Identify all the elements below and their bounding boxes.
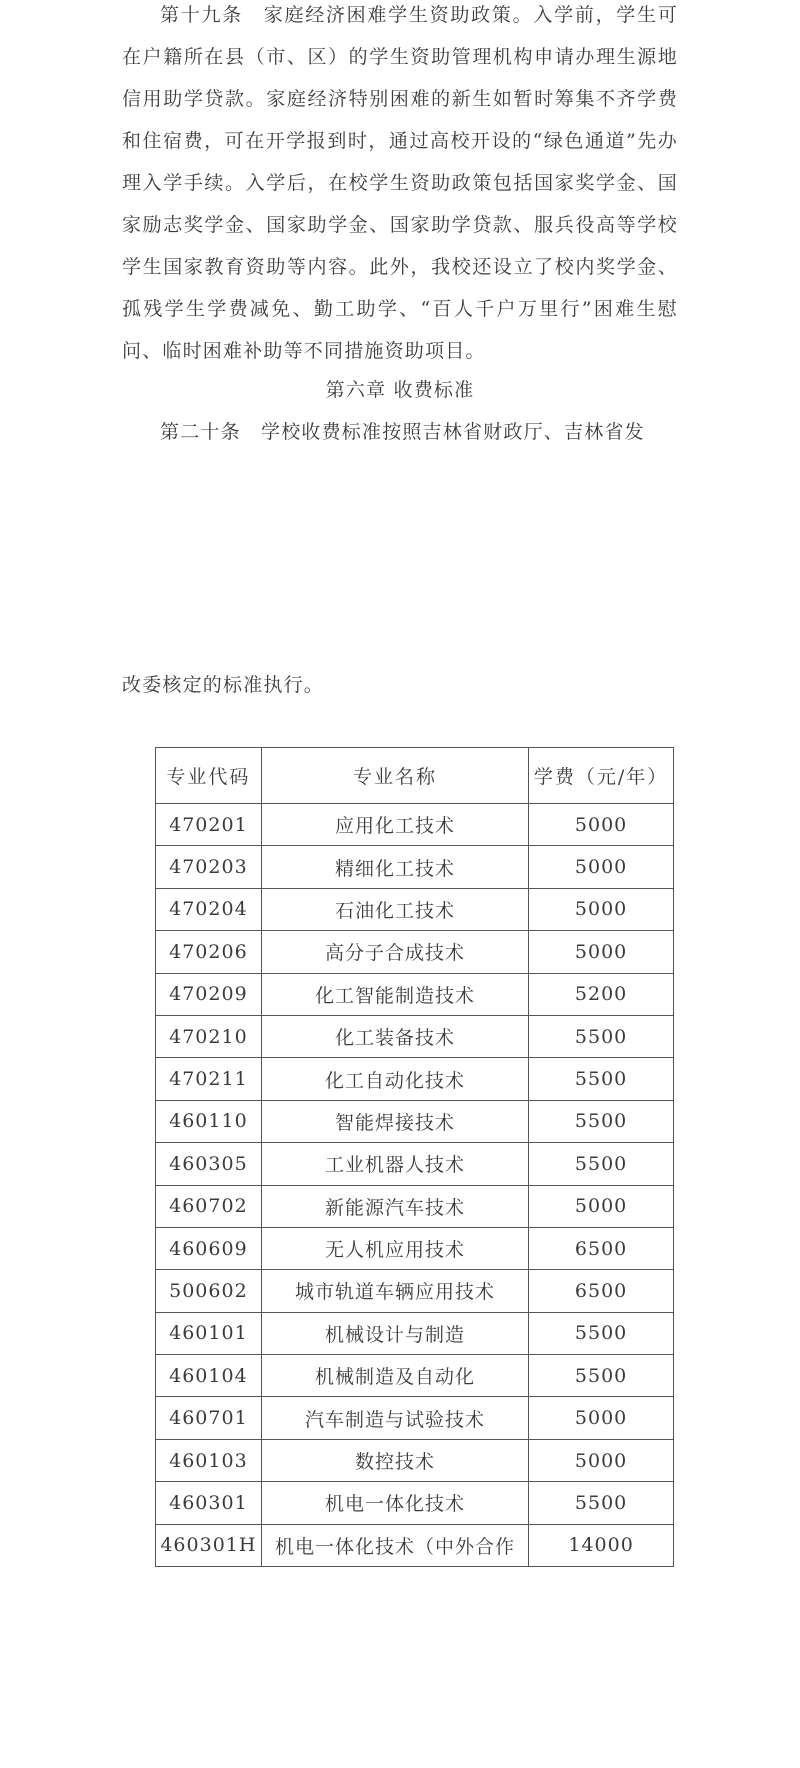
major-code: 470203 [156, 846, 262, 888]
major-name: 数控技术 [261, 1439, 528, 1481]
tuition-fee: 5500 [529, 1100, 674, 1142]
table-row [156, 888, 674, 930]
major-code: 460702 [156, 1185, 262, 1227]
tuition-fee: 5000 [529, 1397, 674, 1439]
table-row [156, 1143, 674, 1185]
fee-table [155, 747, 674, 1567]
table-row [156, 1439, 674, 1481]
tuition-fee: 5000 [529, 804, 674, 846]
major-code: 460101 [156, 1312, 262, 1354]
major-name: 机械制造及自动化 [261, 1355, 528, 1397]
major-name: 应用化工技术 [261, 804, 528, 846]
major-name: 化工自动化技术 [261, 1058, 528, 1100]
major-name: 新能源汽车技术 [261, 1185, 528, 1227]
table-row [156, 846, 674, 888]
major-code: 460609 [156, 1227, 262, 1269]
major-name: 汽车制造与试验技术 [261, 1397, 528, 1439]
major-name: 机电一体化技术 [261, 1482, 528, 1524]
table-row [156, 1482, 674, 1524]
table-row [156, 1270, 674, 1312]
tuition-fee: 5000 [529, 1185, 674, 1227]
tuition-fee: 5000 [529, 931, 674, 973]
major-name: 化工装备技术 [261, 1015, 528, 1057]
tuition-fee: 5000 [529, 846, 674, 888]
major-code: 460110 [156, 1100, 262, 1142]
tuition-fee: 6500 [529, 1270, 674, 1312]
major-name: 智能焊接技术 [261, 1100, 528, 1142]
major-code: 500602 [156, 1270, 262, 1312]
major-code: 470204 [156, 888, 262, 930]
fee-table-body [156, 804, 674, 1567]
table-row [156, 973, 674, 1015]
major-name: 高分子合成技术 [261, 931, 528, 973]
table-row [156, 1100, 674, 1142]
table-row [156, 1185, 674, 1227]
tuition-fee: 5500 [529, 1143, 674, 1185]
tuition-fee: 5500 [529, 1355, 674, 1397]
major-name: 精细化工技术 [261, 846, 528, 888]
chapter-6-title: 第六章 收费标准 [325, 379, 475, 401]
major-name: 石油化工技术 [261, 888, 528, 930]
major-name: 机械设计与制造 [261, 1312, 528, 1354]
major-name: 机电一体化技术（中外合作 [261, 1524, 528, 1566]
major-name: 化工智能制造技术 [261, 973, 528, 1015]
article-19-paragraph: 第十九条 家庭经济困难学生资助政策。入学前，学生可在户籍所在县（市、区）的学生资助管理机构申请办理生源地信用助学贷款。家庭经济特别困难的新生如暂时筹集不齐学费和住宿费，可在开学报到时，通过高校开设的“绿色通道”先办理入学手续。入学后，在校学生资助政策包括国家奖学金、国家励志奖学金、国家助学金、国家助学贷款、服兵役高等学校学生国家教育资助等内容。此外，我校还设立了校内奖学金、孤残学生学费减免、勤工助学、“百人千户万里行”困难生慰问、临时困难补助等不同措施资助项目。 [122, 4, 678, 362]
major-code: 470209 [156, 973, 262, 1015]
table-row [156, 1355, 674, 1397]
tuition-fee: 5500 [529, 1312, 674, 1354]
table-row [156, 1397, 674, 1439]
fee-table-header-row [156, 748, 674, 804]
table-row [156, 1015, 674, 1057]
table-row [156, 1312, 674, 1354]
major-code: 470211 [156, 1058, 262, 1100]
table-row [156, 804, 674, 846]
tuition-fee: 6500 [529, 1227, 674, 1269]
tuition-fee: 5500 [529, 1015, 674, 1057]
major-code: 460305 [156, 1143, 262, 1185]
tuition-fee: 5000 [529, 1439, 674, 1481]
major-code: 470206 [156, 931, 262, 973]
header-major-code: 专业代码 [156, 748, 262, 804]
major-name: 无人机应用技术 [261, 1227, 528, 1269]
major-code: 470201 [156, 804, 262, 846]
major-code: 460103 [156, 1439, 262, 1481]
table-row [156, 1058, 674, 1100]
article-20-paragraph: 第二十条 学校收费标准按照吉林省财政厅、吉林省发 [160, 421, 645, 443]
header-tuition: 学费（元/年） [529, 748, 674, 804]
major-name: 工业机器人技术 [261, 1143, 528, 1185]
article-20-continuation: 改委核定的标准执行。 [122, 674, 325, 696]
header-major-name: 专业名称 [261, 748, 528, 804]
table-row [156, 1227, 674, 1269]
tuition-fee: 5500 [529, 1482, 674, 1524]
tuition-fee: 5200 [529, 973, 674, 1015]
major-code: 460104 [156, 1355, 262, 1397]
major-code: 470210 [156, 1015, 262, 1057]
major-code: 460701 [156, 1397, 262, 1439]
major-name: 城市轨道车辆应用技术 [261, 1270, 528, 1312]
tuition-fee: 5500 [529, 1058, 674, 1100]
tuition-fee: 5000 [529, 888, 674, 930]
major-code: 460301 [156, 1482, 262, 1524]
tuition-fee: 14000 [529, 1524, 674, 1566]
table-row [156, 931, 674, 973]
major-code: 460301H [156, 1524, 262, 1566]
table-row [156, 1524, 674, 1566]
